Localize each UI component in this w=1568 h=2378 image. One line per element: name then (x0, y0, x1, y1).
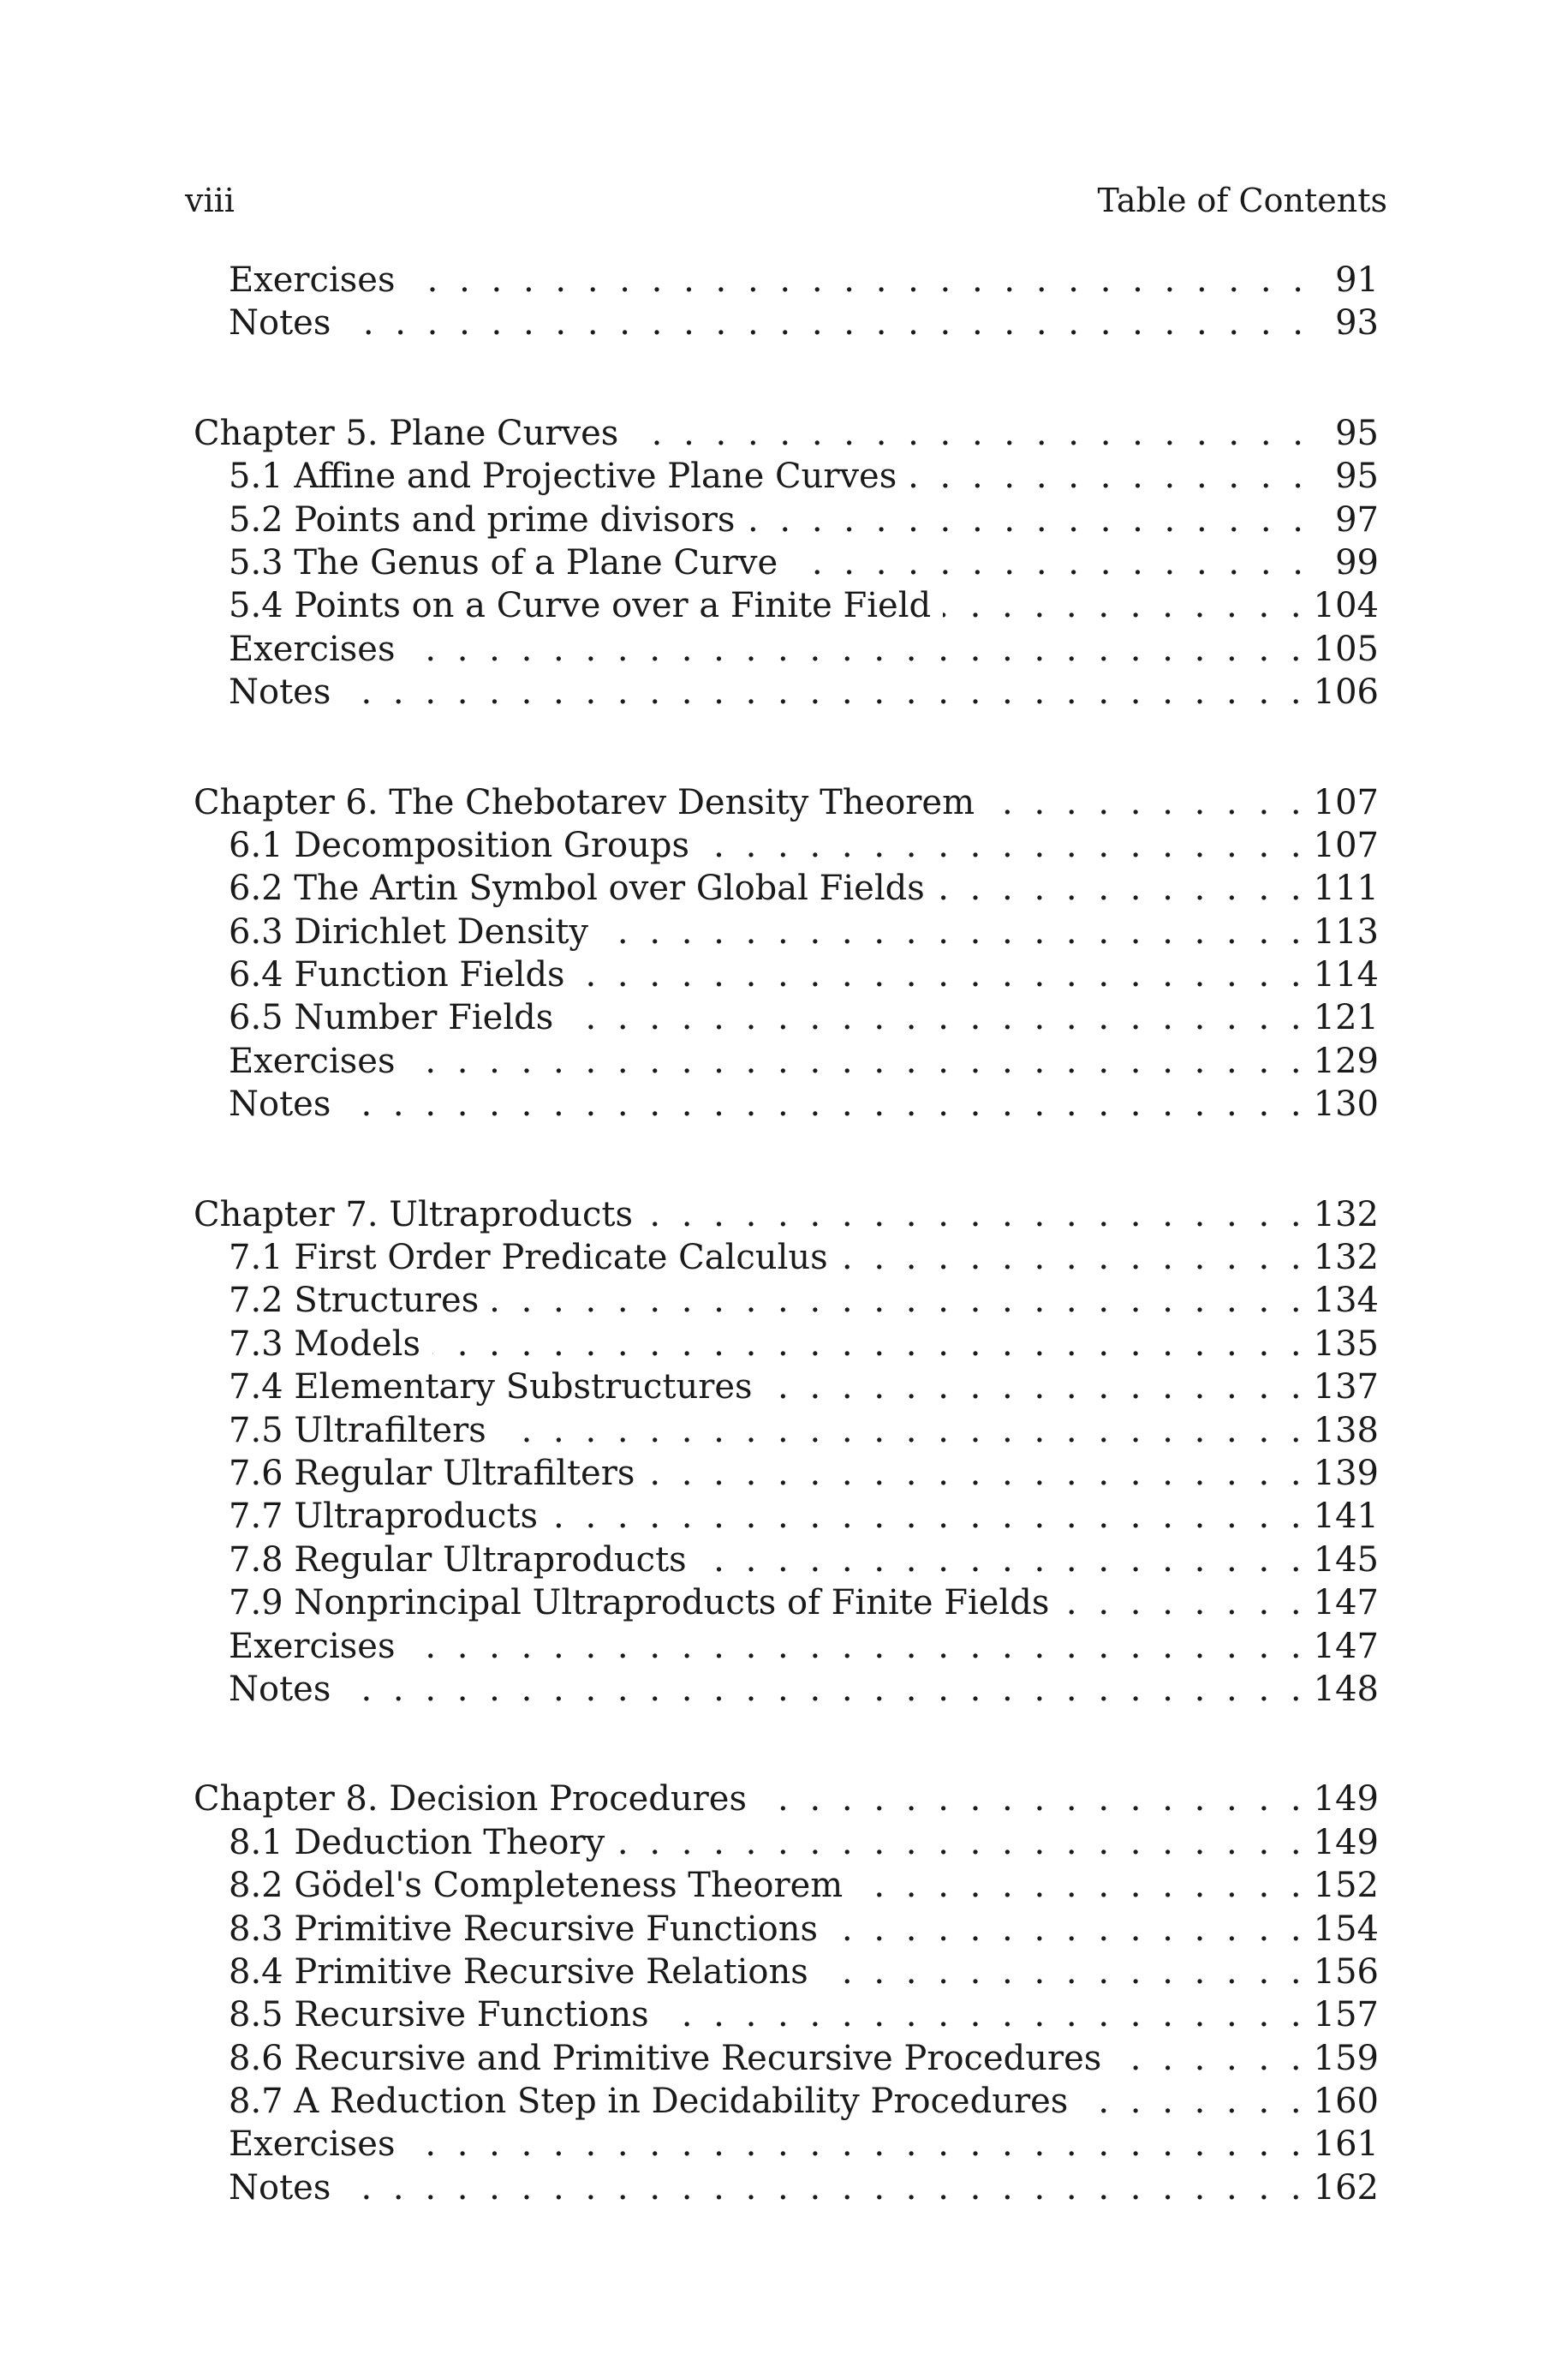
toc-entry-page-number: 129 (1313, 1041, 1379, 1081)
toc-entry-page-number: 139 (1313, 1453, 1379, 1493)
toc-entry-page-number: 114 (1313, 955, 1379, 995)
dot-leader (987, 781, 1302, 824)
dot-leader (1061, 1581, 1301, 1624)
toc-section-entry[interactable] (194, 1821, 1379, 1864)
toc-entry-page-number: 113 (1313, 911, 1379, 952)
table-of-contents (194, 259, 1379, 2209)
toc-section-entry[interactable] (194, 2080, 1379, 2123)
toc-entry-title: Exercises (229, 1041, 396, 1081)
toc-entry-title: 7.1 First Order Predicate Calculus (229, 1238, 828, 1278)
toc-section-entry[interactable] (194, 996, 1379, 1039)
toc-section-entry[interactable] (194, 867, 1379, 910)
toc-entry-title: Chapter 7. Ultraproducts (194, 1194, 634, 1234)
toc-entry-page-number: 162 (1313, 2167, 1379, 2208)
toc-entry-page-number: 147 (1313, 1583, 1379, 1623)
running-head (185, 176, 1387, 224)
toc-section-entry[interactable] (194, 1083, 1379, 1126)
toc-entry-title: 6.4 Function Fields (229, 955, 565, 995)
toc-chapter-entry[interactable] (194, 1193, 1379, 1236)
toc-entry-title: 6.3 Dirichlet Density (229, 911, 589, 952)
toc-section-entry[interactable] (194, 911, 1379, 953)
toc-entry-title: Exercises (229, 2124, 396, 2165)
toc-entry-page-number: 159 (1313, 2038, 1379, 2078)
dot-leader (661, 1993, 1302, 2036)
toc-entry-page-number: 134 (1313, 1281, 1379, 1321)
toc-section-entry[interactable] (194, 1495, 1379, 1538)
toc-entry-page-number: 99 (1335, 542, 1379, 583)
toc-entry-title: 8.7 A Reduction Step in Decidability Procedures (229, 2082, 1069, 2122)
toc-section-entry[interactable] (194, 1279, 1379, 1322)
dot-leader (491, 1279, 1301, 1322)
page-number: viii (185, 182, 235, 219)
dot-leader (343, 302, 1303, 344)
running-head-title: Table of Contents (1097, 182, 1387, 219)
toc-entry-title: 8.1 Deduction Theory (229, 1822, 605, 1862)
toc-entry-page-number: 141 (1313, 1497, 1379, 1537)
toc-entry-page-number: 130 (1313, 1084, 1379, 1125)
toc-entry-title: 7.3 Models (229, 1323, 420, 1364)
toc-entry-title: Notes (229, 1669, 331, 1709)
dot-leader (937, 867, 1302, 910)
toc-section-entry[interactable] (194, 1951, 1379, 1993)
toc-entry-page-number: 147 (1313, 1626, 1379, 1666)
dot-leader (407, 628, 1301, 671)
toc-section-entry[interactable] (194, 1365, 1379, 1408)
dot-leader (647, 1452, 1301, 1495)
toc-section-entry[interactable] (194, 1409, 1379, 1452)
dot-leader (701, 824, 1302, 867)
toc-entry-title: Notes (229, 1084, 331, 1125)
toc-section-entry[interactable] (194, 1323, 1379, 1365)
dot-leader (407, 1625, 1301, 1668)
dot-leader (855, 1864, 1301, 1907)
toc-entry-page-number: 106 (1313, 672, 1379, 713)
toc-chapter-entry[interactable] (194, 1778, 1379, 1820)
toc-entry-page-number: 138 (1313, 1410, 1379, 1450)
dot-leader (343, 671, 1301, 714)
dot-leader (1113, 2037, 1301, 2080)
toc-entry-title: 5.3 The Genus of a Plane Curve (229, 542, 778, 583)
toc-section-entry[interactable] (194, 671, 1379, 714)
toc-section-entry[interactable] (194, 1625, 1379, 1668)
toc-entry-title: 7.6 Regular Ultrafilters (229, 1453, 635, 1493)
dot-leader (600, 911, 1302, 953)
toc-section-entry[interactable] (194, 302, 1379, 344)
dot-leader (407, 1040, 1301, 1083)
dot-leader (759, 1778, 1302, 1820)
toc-chapter-entry[interactable] (194, 412, 1379, 455)
toc-entry-title: 7.9 Nonprincipal Ultraproducts of Finite Fields (229, 1583, 1050, 1623)
toc-entry-title: Chapter 8. Decision Procedures (194, 1779, 747, 1819)
toc-entry-page-number: 152 (1313, 1866, 1379, 1906)
dot-leader (407, 2123, 1301, 2166)
dot-leader (830, 1908, 1302, 1951)
dot-leader (343, 1083, 1301, 1126)
dot-leader (645, 1193, 1302, 1236)
toc-entry-title: Notes (229, 2167, 331, 2208)
toc-section-entry[interactable] (194, 953, 1379, 996)
toc-section-entry[interactable] (194, 628, 1379, 671)
toc-entry-title: 6.5 Number Fields (229, 998, 554, 1038)
toc-section-entry[interactable] (194, 2166, 1379, 2209)
dot-leader (840, 1236, 1302, 1279)
toc-section-entry[interactable] (194, 1236, 1379, 1279)
toc-entry-page-number: 137 (1313, 1367, 1379, 1407)
toc-entry-page-number: 156 (1313, 1951, 1379, 1992)
dot-leader (617, 1821, 1301, 1864)
toc-section-entry[interactable] (194, 455, 1379, 498)
toc-entry-title: Exercises (229, 1626, 396, 1666)
dot-leader (747, 499, 1303, 541)
toc-entry-title: 8.2 Gödel's Completeness Theorem (229, 1866, 844, 1906)
toc-entry-page-number: 93 (1335, 303, 1379, 344)
toc-entry-title: 5.1 Affine and Projective Plane Curves (229, 457, 897, 497)
toc-entry-page-number: 104 (1313, 586, 1379, 626)
toc-section-entry[interactable] (194, 1993, 1379, 2036)
dot-leader (343, 1668, 1301, 1711)
toc-section-entry[interactable] (194, 499, 1379, 541)
dot-leader (820, 1951, 1302, 1993)
toc-entry-page-number: 105 (1313, 629, 1379, 669)
toc-entry-page-number: 148 (1313, 1669, 1379, 1709)
dot-leader (343, 2166, 1301, 2209)
toc-entry-title: Chapter 6. The Chebotarev Density Theorem (194, 782, 975, 822)
toc-entry-page-number: 121 (1313, 998, 1379, 1038)
toc-entry-title: 7.7 Ultraproducts (229, 1497, 539, 1537)
toc-entry-page-number: 149 (1313, 1779, 1379, 1819)
toc-entry-page-number: 149 (1313, 1822, 1379, 1862)
toc-entry-page-number: 95 (1335, 457, 1379, 497)
dot-leader (765, 1365, 1302, 1408)
toc-section-entry[interactable] (194, 1908, 1379, 1951)
toc-entry-page-number: 111 (1313, 869, 1379, 909)
toc-section-entry[interactable] (194, 1581, 1379, 1624)
toc-entry-page-number: 161 (1313, 2124, 1379, 2165)
dot-leader (498, 1409, 1302, 1452)
dot-leader (565, 996, 1301, 1039)
toc-entry-title: 6.1 Decomposition Groups (229, 825, 689, 865)
toc-entry-page-number: 145 (1313, 1539, 1379, 1580)
toc-entry-title: 7.8 Regular Ultraproducts (229, 1539, 687, 1580)
toc-section-entry[interactable] (194, 259, 1379, 302)
dot-leader (790, 541, 1303, 584)
toc-section-entry[interactable] (194, 584, 1379, 627)
toc-entry-title: Chapter 5. Plane Curves (194, 413, 619, 453)
toc-entry-page-number: 107 (1313, 782, 1379, 822)
toc-entry-page-number: 132 (1313, 1194, 1379, 1234)
toc-entry-title: 5.2 Points and prime divisors (229, 499, 736, 540)
dot-leader (577, 953, 1302, 996)
dot-leader (1080, 2080, 1301, 2123)
toc-entry-page-number: 97 (1335, 499, 1379, 540)
toc-entry-title: 8.6 Recursive and Primitive Recursive Procedures (229, 2038, 1102, 2078)
toc-entry-title: Exercises (229, 260, 396, 300)
dot-leader (432, 1323, 1302, 1365)
toc-section-entry[interactable] (194, 541, 1379, 584)
toc-section-entry[interactable] (194, 1040, 1379, 1083)
toc-section-entry[interactable] (194, 824, 1379, 867)
toc-section-entry[interactable] (194, 1864, 1379, 1907)
toc-entry-title: 8.5 Recursive Functions (229, 1995, 649, 2035)
toc-section-entry[interactable] (194, 2037, 1379, 2080)
toc-entry-title: 7.2 Structures (229, 1281, 480, 1321)
toc-entry-page-number: 135 (1313, 1323, 1379, 1364)
dot-leader (550, 1495, 1302, 1538)
toc-entry-title: 8.4 Primitive Recursive Relations (229, 1951, 808, 1992)
dot-leader (699, 1539, 1302, 1581)
toc-section-entry[interactable] (194, 1539, 1379, 1581)
toc-section-entry[interactable] (194, 1452, 1379, 1495)
toc-entry-title: 5.4 Points on a Curve over a Finite Field (229, 586, 932, 626)
toc-entry-page-number: 160 (1313, 2082, 1379, 2122)
toc-entry-title: 7.4 Elementary Substructures (229, 1367, 753, 1407)
dot-leader (407, 259, 1303, 302)
dot-leader (909, 455, 1303, 498)
dot-leader (943, 584, 1302, 627)
toc-entry-page-number: 91 (1335, 260, 1379, 300)
toc-entry-page-number: 154 (1313, 1909, 1379, 1949)
toc-chapter-entry[interactable] (194, 781, 1379, 824)
toc-entry-title: 8.3 Primitive Recursive Functions (229, 1909, 819, 1949)
toc-entry-title: Exercises (229, 629, 396, 669)
toc-entry-page-number: 107 (1313, 825, 1379, 865)
toc-entry-title: 7.5 Ultrafilters (229, 1410, 486, 1450)
toc-section-entry[interactable] (194, 1668, 1379, 1711)
toc-entry-title: Notes (229, 303, 331, 344)
toc-entry-title: Notes (229, 672, 331, 713)
toc-entry-page-number: 157 (1313, 1995, 1379, 2035)
dot-leader (630, 412, 1303, 455)
toc-entry-page-number: 95 (1335, 413, 1379, 453)
toc-section-entry[interactable] (194, 2123, 1379, 2166)
toc-entry-page-number: 132 (1313, 1238, 1379, 1278)
toc-entry-title: 6.2 The Artin Symbol over Global Fields (229, 869, 925, 909)
